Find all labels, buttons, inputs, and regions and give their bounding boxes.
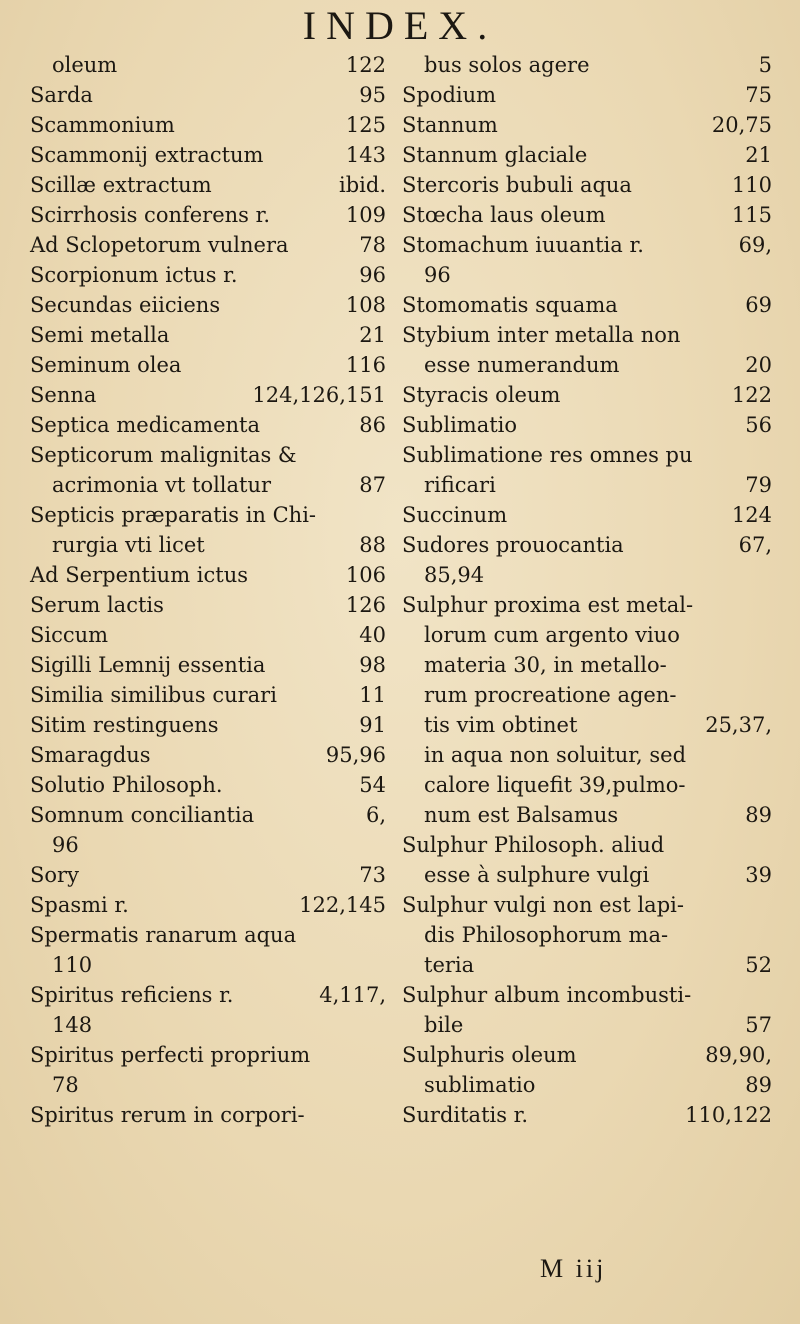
index-entry-term: Sulphuris oleum <box>402 1043 577 1067</box>
index-entry <box>402 890 772 920</box>
index-entry-term: Siccum <box>30 623 109 647</box>
index-entry-term: Stercoris bubuli aqua <box>402 173 632 197</box>
index-entry-term: Scillæ extractum <box>30 173 212 197</box>
index-entry <box>30 170 386 200</box>
index-entry <box>402 800 772 830</box>
index-entry-term: Succinum <box>402 503 508 527</box>
index-entry <box>402 650 772 680</box>
index-entry-page-ref: 25,37, <box>705 713 772 737</box>
index-entry <box>30 680 386 710</box>
index-entry-term: 96 <box>424 263 451 287</box>
index-entry-page-ref: 91 <box>359 713 386 737</box>
index-entry-term: rificari <box>424 473 496 497</box>
index-entry <box>402 470 772 500</box>
index-entry <box>402 170 772 200</box>
index-entry-page-ref: ibid. <box>339 173 386 197</box>
index-entry-page-ref: 57 <box>745 1013 772 1037</box>
index-entry-term: Spodium <box>402 83 497 107</box>
index-entry <box>30 110 386 140</box>
index-entry-term: Solutio Philosoph. <box>30 773 223 797</box>
index-entry-term: Sitim restinguens <box>30 713 219 737</box>
index-entry <box>30 770 386 800</box>
index-entry-term: Scammonium <box>30 113 175 137</box>
index-entry-page-ref: 98 <box>359 653 386 677</box>
index-entry-term: materia 30, in metallo- <box>424 653 667 677</box>
index-entry-page-ref: 21 <box>745 143 772 167</box>
index-entry-term: Sudores prouocantia <box>402 533 624 557</box>
index-entry-term: Sulphur vulgi non est lapi- <box>402 893 684 917</box>
index-entry-term: Spasmi r. <box>30 893 129 917</box>
index-entry <box>402 80 772 110</box>
index-entry-term: Stomachum iuuantia r. <box>402 233 644 257</box>
index-entry <box>30 320 386 350</box>
index-entry <box>402 920 772 950</box>
index-entry-page-ref: 125 <box>345 113 386 137</box>
index-entry <box>30 470 386 500</box>
index-entry-term: Stannum glaciale <box>402 143 588 167</box>
index-entry <box>402 1100 772 1130</box>
index-entry-term: Sory <box>30 863 79 887</box>
index-entry <box>30 80 386 110</box>
index-entry-term: 78 <box>52 1073 79 1097</box>
index-entry-term: 85,94 <box>424 563 485 587</box>
index-entry-term: Sulphur Philosoph. aliud <box>402 833 665 857</box>
index-entry-term: Septica medicamenta <box>30 413 260 437</box>
index-entry <box>402 530 772 560</box>
index-entry <box>30 1040 386 1070</box>
index-entry <box>30 1010 386 1040</box>
index-entry <box>30 230 386 260</box>
index-entry-page-ref: 110,122 <box>685 1103 772 1127</box>
index-entry-term: Stœcha laus oleum <box>402 203 606 227</box>
index-entry-term: bile <box>424 1013 464 1037</box>
index-entry <box>30 50 386 80</box>
index-entry <box>402 440 772 470</box>
index-entry-page-ref: 143 <box>345 143 386 167</box>
index-entry-page-ref: 96 <box>359 263 386 287</box>
index-entry <box>402 1070 772 1100</box>
index-entry <box>402 770 772 800</box>
index-entry-page-ref: 11 <box>359 683 386 707</box>
index-entry-page-ref: 110 <box>731 173 772 197</box>
index-entry-page-ref: 69, <box>738 233 772 257</box>
index-entry-page-ref: 116 <box>345 353 386 377</box>
index-entry-term: Seminum olea <box>30 353 182 377</box>
index-entry-page-ref: 40 <box>359 623 386 647</box>
index-entry-term: Styracis oleum <box>402 383 561 407</box>
index-entry-page-ref: 124 <box>731 503 772 527</box>
index-column-right <box>402 50 772 1130</box>
index-entry <box>402 830 772 860</box>
index-entry-term: calore liquefit 39,pulmo- <box>424 773 686 797</box>
index-entry-page-ref: 126 <box>345 593 386 617</box>
index-entry <box>402 320 772 350</box>
index-entry-term: Sigilli Lemnij essentia <box>30 653 266 677</box>
index-entry-term: 96 <box>52 833 79 857</box>
index-entry-page-ref: 124,126,151 <box>252 383 386 407</box>
index-entry-page-ref: 21 <box>359 323 386 347</box>
index-entry-term: Stybium inter metalla non <box>402 323 681 347</box>
index-entry-page-ref: 39 <box>745 863 772 887</box>
index-entry-page-ref: 79 <box>745 473 772 497</box>
index-entry-term: Scirrhosis conferens r. <box>30 203 271 227</box>
index-entry-page-ref: 95,96 <box>325 743 386 767</box>
index-entry-page-ref: 75 <box>745 83 772 107</box>
index-entry-term: dis Philosophorum ma- <box>424 923 669 947</box>
index-entry-term: Sublimatio <box>402 413 518 437</box>
index-entry <box>402 230 772 260</box>
index-entry <box>30 830 386 860</box>
index-entry-term: Somnum conciliantia <box>30 803 255 827</box>
index-entry-page-ref: 89 <box>745 1073 772 1097</box>
index-entry-page-ref: 109 <box>345 203 386 227</box>
index-entry-page-ref: 86 <box>359 413 386 437</box>
index-entry-term: rurgia vti licet <box>52 533 205 557</box>
index-entry-term: bus solos agere <box>424 53 590 77</box>
index-entry <box>402 380 772 410</box>
index-entry <box>402 680 772 710</box>
index-entry-page-ref: 106 <box>345 563 386 587</box>
index-entry-term: lorum cum argento viuo <box>424 623 680 647</box>
index-entry <box>402 110 772 140</box>
index-entry-term: Smaragdus <box>30 743 151 767</box>
index-entry-term: 110 <box>52 953 93 977</box>
index-entry <box>402 980 772 1010</box>
index-entry <box>402 410 772 440</box>
index-entry <box>402 200 772 230</box>
index-entry <box>30 410 386 440</box>
index-entry-term: rum procreatione agen- <box>424 683 677 707</box>
index-entry <box>30 800 386 830</box>
index-entry <box>402 260 772 290</box>
index-entry <box>30 650 386 680</box>
signature-mark: M iij <box>540 1254 607 1283</box>
index-entry-term: Spermatis ranarum aqua <box>30 923 297 947</box>
index-entry <box>30 1070 386 1100</box>
index-entry-page-ref: 87 <box>359 473 386 497</box>
index-entry-term: Spiritus reficiens r. <box>30 983 234 1007</box>
index-entry <box>30 890 386 920</box>
index-entry-term: Secundas eiiciens <box>30 293 221 317</box>
index-entry-page-ref: 88 <box>359 533 386 557</box>
index-entry-page-ref: 122 <box>345 53 386 77</box>
index-entry-term: Spiritus perfecti proprium <box>30 1043 311 1067</box>
index-entry-term: esse à sulphure vulgi <box>424 863 650 887</box>
index-entry-term: Septicis præparatis in Chi- <box>30 503 317 527</box>
index-entry-term: sublimatio <box>424 1073 536 1097</box>
index-entry <box>30 530 386 560</box>
index-entry-page-ref: 89,90, <box>705 1043 772 1067</box>
index-entry <box>30 860 386 890</box>
index-entry <box>402 560 772 590</box>
index-entry <box>402 620 772 650</box>
index-entry-term: esse numerandum <box>424 353 620 377</box>
index-entry-page-ref: 95 <box>359 83 386 107</box>
index-entry-page-ref: 4,117, <box>319 983 386 1007</box>
index-entry <box>30 710 386 740</box>
index-entry-term: Scorpionum ictus r. <box>30 263 238 287</box>
index-entry <box>30 980 386 1010</box>
index-entry-term: Sulphur album incombusti- <box>402 983 692 1007</box>
index-entry-term: Senna <box>30 383 97 407</box>
index-entry-page-ref: 122,145 <box>299 893 386 917</box>
index-entry-page-ref: 6, <box>365 803 386 827</box>
index-entry <box>30 500 386 530</box>
index-entry-term: Septicorum malignitas & <box>30 443 297 467</box>
index-entry-page-ref: 78 <box>359 233 386 257</box>
index-entry-page-ref: 122 <box>731 383 772 407</box>
index-entry <box>402 710 772 740</box>
index-entry <box>30 920 386 950</box>
index-entry-page-ref: 115 <box>731 203 772 227</box>
index-entry-page-ref: 67, <box>738 533 772 557</box>
index-entry-page-ref: 5 <box>758 53 772 77</box>
index-entry <box>402 590 772 620</box>
index-entry-term: Surditatis r. <box>402 1103 529 1127</box>
index-entry-term: Stannum <box>402 113 498 137</box>
index-entry-term: tis vim obtinet <box>424 713 578 737</box>
index-entry-page-ref: 20 <box>745 353 772 377</box>
index-entry <box>402 140 772 170</box>
index-entry <box>30 620 386 650</box>
index-entry-term: Sulphur proxima est metal- <box>402 593 694 617</box>
index-entry-term: teria <box>424 953 475 977</box>
index-entry <box>402 350 772 380</box>
index-entry-page-ref: 52 <box>745 953 772 977</box>
index-entry-term: 148 <box>52 1013 93 1037</box>
index-entry <box>30 380 386 410</box>
index-entry <box>30 440 386 470</box>
index-entry <box>402 290 772 320</box>
index-entry <box>402 1010 772 1040</box>
index-entry <box>402 740 772 770</box>
index-entry <box>30 200 386 230</box>
index-column-left <box>30 50 386 1130</box>
index-entry-term: Spiritus rerum in corpori- <box>30 1103 305 1127</box>
index-entry-page-ref: 56 <box>745 413 772 437</box>
index-entry <box>402 500 772 530</box>
index-entry-term: Stomomatis squama <box>402 293 618 317</box>
index-entry <box>30 740 386 770</box>
index-entry <box>30 950 386 980</box>
index-entry-page-ref: 54 <box>359 773 386 797</box>
index-entry-term: in aqua non soluitur, sed <box>424 743 687 767</box>
index-entry-term: oleum <box>52 53 118 77</box>
index-entry-term: acrimonia vt tollatur <box>52 473 272 497</box>
index-entry-term: Sarda <box>30 83 93 107</box>
index-entry <box>402 1040 772 1070</box>
index-entry <box>30 590 386 620</box>
index-entry <box>402 860 772 890</box>
index-entry-term: num est Balsamus <box>424 803 619 827</box>
page-header: INDEX. <box>302 3 498 48</box>
index-entry-term: Scammonij extractum <box>30 143 264 167</box>
index-entry-term: Sublimatione res omnes pu <box>402 443 693 467</box>
index-entry <box>30 140 386 170</box>
index-entry-page-ref: 69 <box>745 293 772 317</box>
index-entry-term: Ad Serpentium ictus <box>30 563 249 587</box>
index-entry-term: Semi metalla <box>30 323 170 347</box>
index-entry <box>30 350 386 380</box>
index-entry <box>402 950 772 980</box>
index-entry-page-ref: 73 <box>359 863 386 887</box>
index-entry <box>30 290 386 320</box>
index-entry-page-ref: 20,75 <box>711 113 772 137</box>
index-entry-page-ref: 108 <box>345 293 386 317</box>
index-entry <box>30 560 386 590</box>
index-entry-term: Ad Sclopetorum vulnera <box>30 233 289 257</box>
index-entry <box>30 260 386 290</box>
index-entry <box>402 50 772 80</box>
index-entry <box>30 1100 386 1130</box>
index-entry-page-ref: 89 <box>745 803 772 827</box>
index-entry-term: Serum lactis <box>30 593 164 617</box>
index-entry-term: Similia similibus curari <box>30 683 277 707</box>
